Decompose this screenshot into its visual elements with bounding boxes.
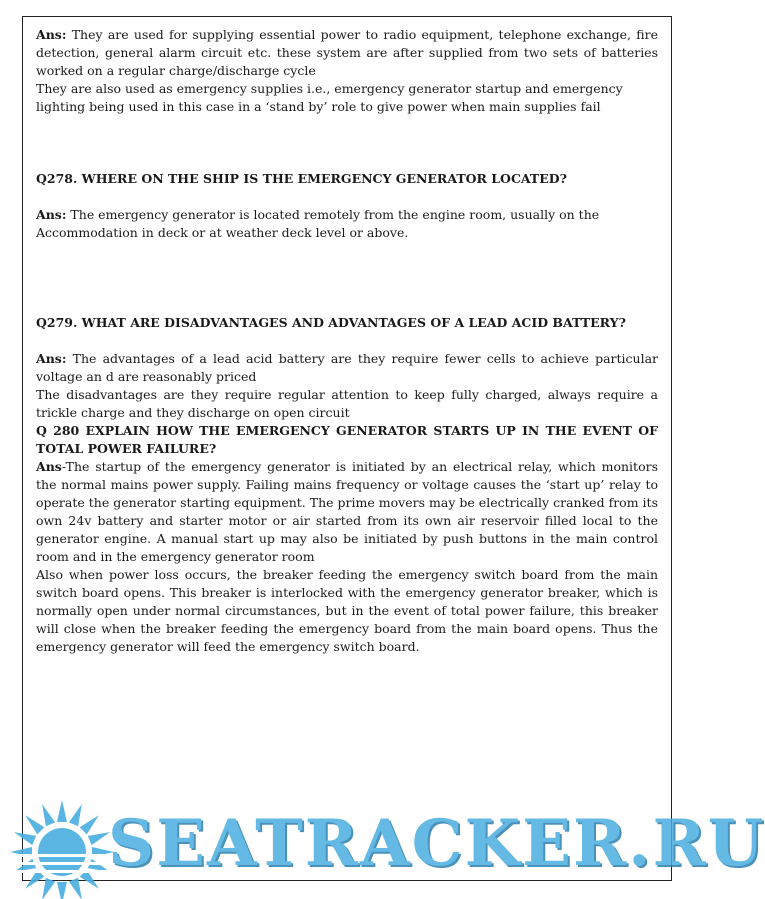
question-280: Q 280 EXPLAIN HOW THE EMERGENCY GENERATOR STARTS UP IN THE EVENT OF TOTAL POWER FAILURE?	[36, 423, 658, 456]
answer-280-part-2: Also when power loss occurs, the breaker feeding the emergency switch board from the main switch board opens. This breaker is interlocked with the emergency generator breaker, which is normally open under normal circumstances, but in the event of total power failure, this breaker will close when the breaker feeding the emergency board from the main board opens. Thus the emergency generator will feed the emergency switch board.	[36, 567, 658, 654]
question-279: Q279. WHAT ARE DISADVANTAGES AND ADVANTAGES OF A LEAD ACID BATTERY?	[36, 315, 626, 330]
answer-280-part-1	[36, 458, 658, 566]
answer-label: Ans:	[36, 207, 67, 222]
answer-text: -The startup of the emergency generator is initiated by an electrical relay, which monitors the normal mains power supply. Failing mains frequency or voltage causes the ‘start up’ relay to operate the generator starting equipment. The prime movers may be electrically cranked from its own 24v battery and starter motor or air started from its own air reservoir filled local to the generator engine. A manual start up may also be initiated by push buttons in the main control room and in the emergency generator room	[36, 459, 658, 564]
answer-279-advantages	[36, 350, 658, 386]
answer-text: They are used for supplying essential power to radio equipment, telephone exchange, fire detection, general alarm circuit etc. these system are after supplied from two sets of batteries worked on a regular charge/discharge cycle	[36, 27, 658, 78]
document-body	[36, 26, 658, 656]
answer-text: The emergency generator is located remotely from the engine room, usually on the Accommodation in deck or at weather deck level or above.	[36, 207, 600, 240]
answer-278	[36, 206, 658, 242]
question-278: Q278. WHERE ON THE SHIP IS THE EMERGENCY GENERATOR LOCATED?	[36, 171, 567, 186]
answer-label: Ans:	[36, 351, 67, 366]
intro-answer-1	[36, 26, 658, 80]
watermark-text: SEATRACKER.RU	[108, 806, 765, 881]
answer-label: Ans:	[36, 27, 67, 42]
answer-text: The advantages of a lead acid battery are they require fewer cells to achieve particular voltage an d are reasonably priced	[36, 351, 658, 384]
answer-label: Ans	[36, 459, 62, 474]
intro-answer-2: They are also used as emergency supplies i.e., emergency generator startup and emergency lighting being used in this case in a ‘stand by’ role to give power when main supplies fail	[36, 81, 623, 114]
answer-279-disadvantages: The disadvantages are they require regular attention to keep fully charged, always require a trickle charge and they discharge on open circuit	[36, 387, 658, 420]
